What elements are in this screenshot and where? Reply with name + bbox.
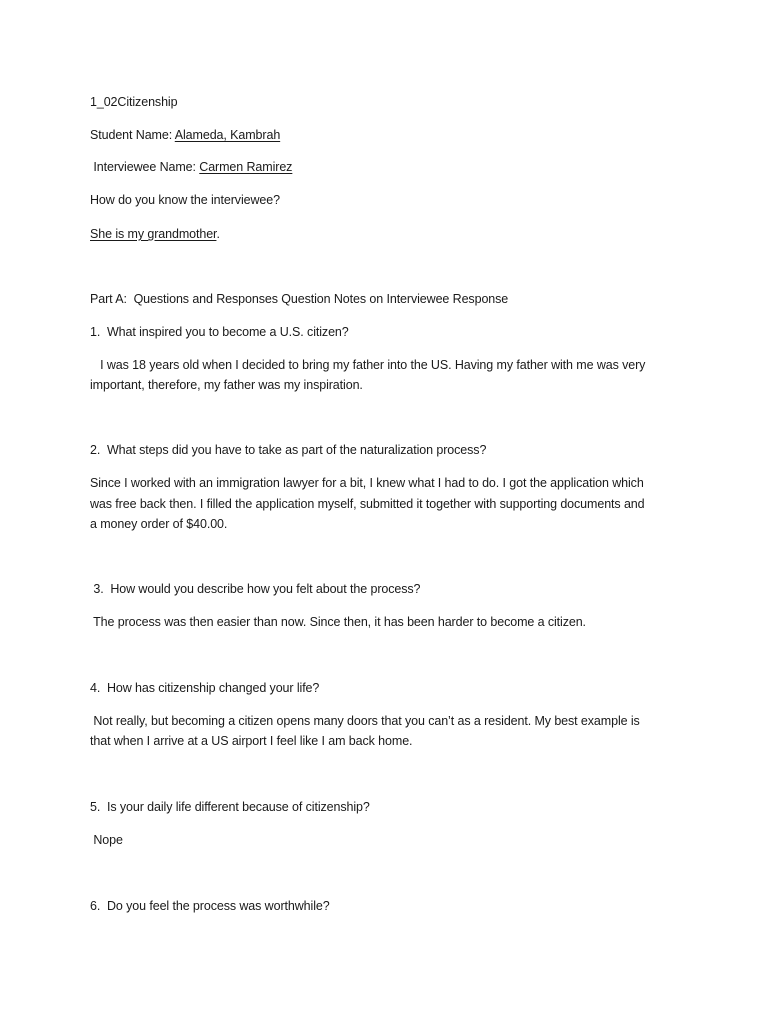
answer-2-line-3: a money order of $40.00. xyxy=(90,517,228,531)
answer-2-line-2: was free back then. I filled the application myself, submitted it together with supporting documents and xyxy=(90,497,645,511)
question-6: 6. Do you feel the process was worthwhile? xyxy=(90,899,330,913)
relationship-answer-period: . xyxy=(216,227,220,241)
question-5: 5. Is your daily life different because of citizenship? xyxy=(90,800,370,814)
question-4: 4. How has citizenship changed your life? xyxy=(90,681,320,695)
question-3: 3. How would you describe how you felt about the process? xyxy=(90,582,421,596)
question-1: 1. What inspired you to become a U.S. citizen? xyxy=(90,325,349,339)
relationship-answer-line xyxy=(90,224,220,245)
student-name-label: Student Name: xyxy=(90,128,175,142)
answer-2-line-1: Since I worked with an immigration lawyer for a bit, I knew what I had to do. I got the application which xyxy=(90,476,644,490)
answer-4-line-1: Not really, but becoming a citizen opens many doors that you can’t as a resident. My best example is xyxy=(90,714,640,728)
student-name-value: Alameda, Kambrah xyxy=(174,128,281,142)
question-2: 2. What steps did you have to take as part of the naturalization process? xyxy=(90,443,487,457)
relationship-answer: She is my grandmother xyxy=(90,227,217,241)
interviewee-name-line xyxy=(90,157,292,178)
document-title: 1_02Citizenship xyxy=(90,95,178,109)
relationship-question: How do you know the interviewee? xyxy=(90,193,280,207)
answer-4-line-2: that when I arrive at a US airport I feel like I am back home. xyxy=(90,734,413,748)
answer-1-line-2: important, therefore, my father was my inspiration. xyxy=(90,378,363,392)
interviewee-name-label: Interviewee Name: xyxy=(90,160,200,174)
answer-5: Nope xyxy=(90,833,123,847)
part-a-heading: Part A: Questions and Responses Question Notes on Interviewee Response xyxy=(90,292,509,306)
answer-3: The process was then easier than now. Since then, it has been harder to become a citizen. xyxy=(90,615,586,629)
answer-1-line-1: I was 18 years old when I decided to bring my father into the US. Having my father with me was very xyxy=(90,358,646,372)
student-name-line xyxy=(90,125,280,146)
interviewee-name-value: Carmen Ramirez xyxy=(199,160,293,174)
